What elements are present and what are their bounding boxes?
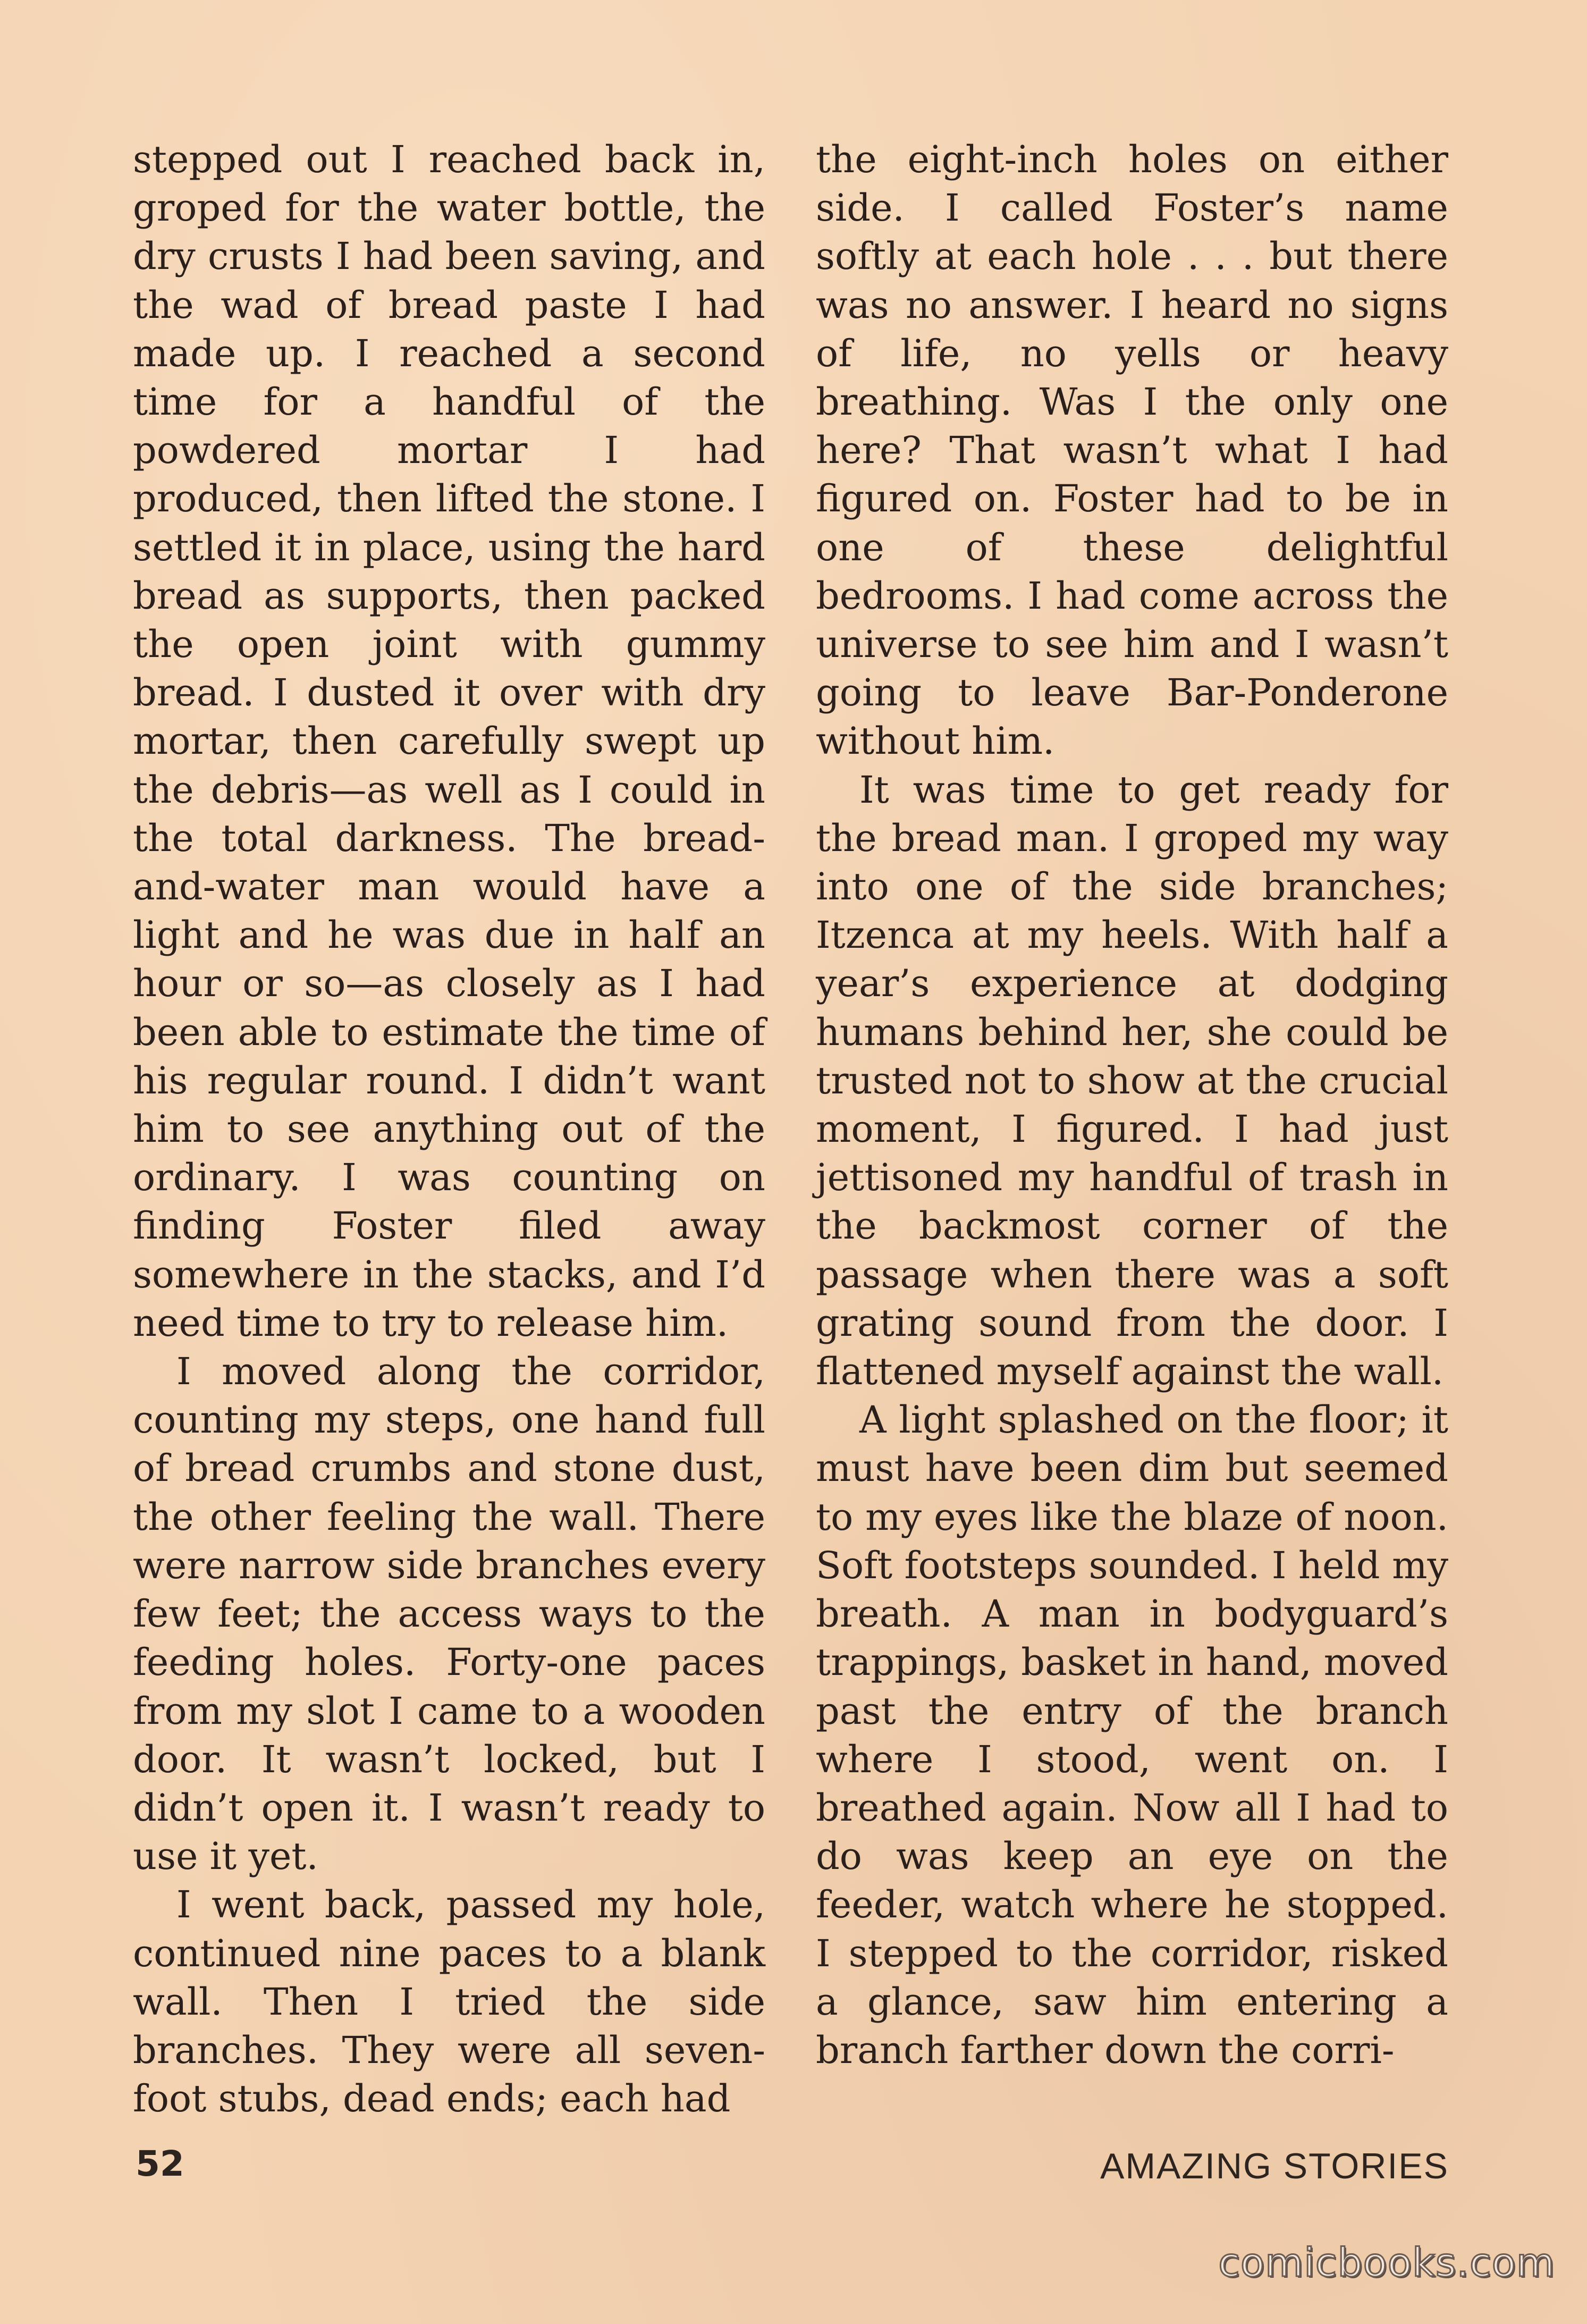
text-column-left [133, 136, 765, 2123]
paragraph: I moved along the corridor, counting my steps, one hand full of bread crumbs and stone dust, the other feeling the wall. There were narrow side branches every few feet; the access ways to the feeding holes. Forty-one paces from my slot I came to a wooden door. It wasn’t locked, but I didn’t open it. I wasn’t ready to use it yet. [133, 1350, 765, 1879]
running-head: AMAZING STORIES [1100, 2146, 1449, 2186]
paragraph: stepped out I reached back in, groped for the water bottle, the dry crusts I had been saving, and the wad of bread paste I had made up. I reached a second time for a handful of the powdered mortar I had produced, then lifted the stone. I settled it in place, using the hard bread as supports, then packed the open joint with gummy bread. I dusted it over with dry mortar, then carefully swept up the debris—as well as I could in the total darkness. The bread-and-water man would have a light and he was due in half an hour or so—as closely as I had been able to estimate the time of his regular round. I didn’t want him to see anything out of the ordinary. I was counting on finding Foster filed away somewhere in the stacks, and I’d need time to try to release him. [133, 138, 765, 1345]
paragraph: It was time to get ready for the bread man. I groped my way into one of the side branches; Itzenca at my heels. With half a year’s experience at dodging humans behind her, she could be trusted not to show at the crucial moment, I figured. I had just jettisoned my handful of trash in the backmost corner of the passage when there was a soft grating sound from the door. I flattened myself against the wall. [816, 768, 1448, 1394]
page-number: 52 [136, 2143, 184, 2184]
site-watermark: comicbooks.com [1218, 2240, 1555, 2286]
paragraph: the eight-inch holes on either side. I called Foster’s name softly at each hole . . . but there was no answer. I heard no signs of life, no yells or heavy breathing. Was I the only one here? That wasn’t what I had figured on. Foster had to be in one of these delightful bedrooms. I had come across the universe to see him and I wasn’t going to leave Bar-Ponderone without him. [816, 138, 1448, 763]
text-column-right [816, 136, 1448, 2075]
paragraph: I went back, passed my hole, continued nine paces to a blank wall. Then I tried the side branches. They were all seven-foot stubs, dead ends; each had [133, 1883, 765, 2121]
paragraph: A light splashed on the floor; it must have been dim but seemed to my eyes like the blaze of noon. Soft footsteps sounded. I held my breath. A man in bodyguard’s trappings, basket in hand, moved past the entry of the branch where I stood, went on. I breathed again. Now all I had to do was keep an eye on the feeder, watch where he stopped. I stepped to the corridor, risked a glance, saw him entering a branch farther down the corri- [816, 1398, 1448, 2072]
